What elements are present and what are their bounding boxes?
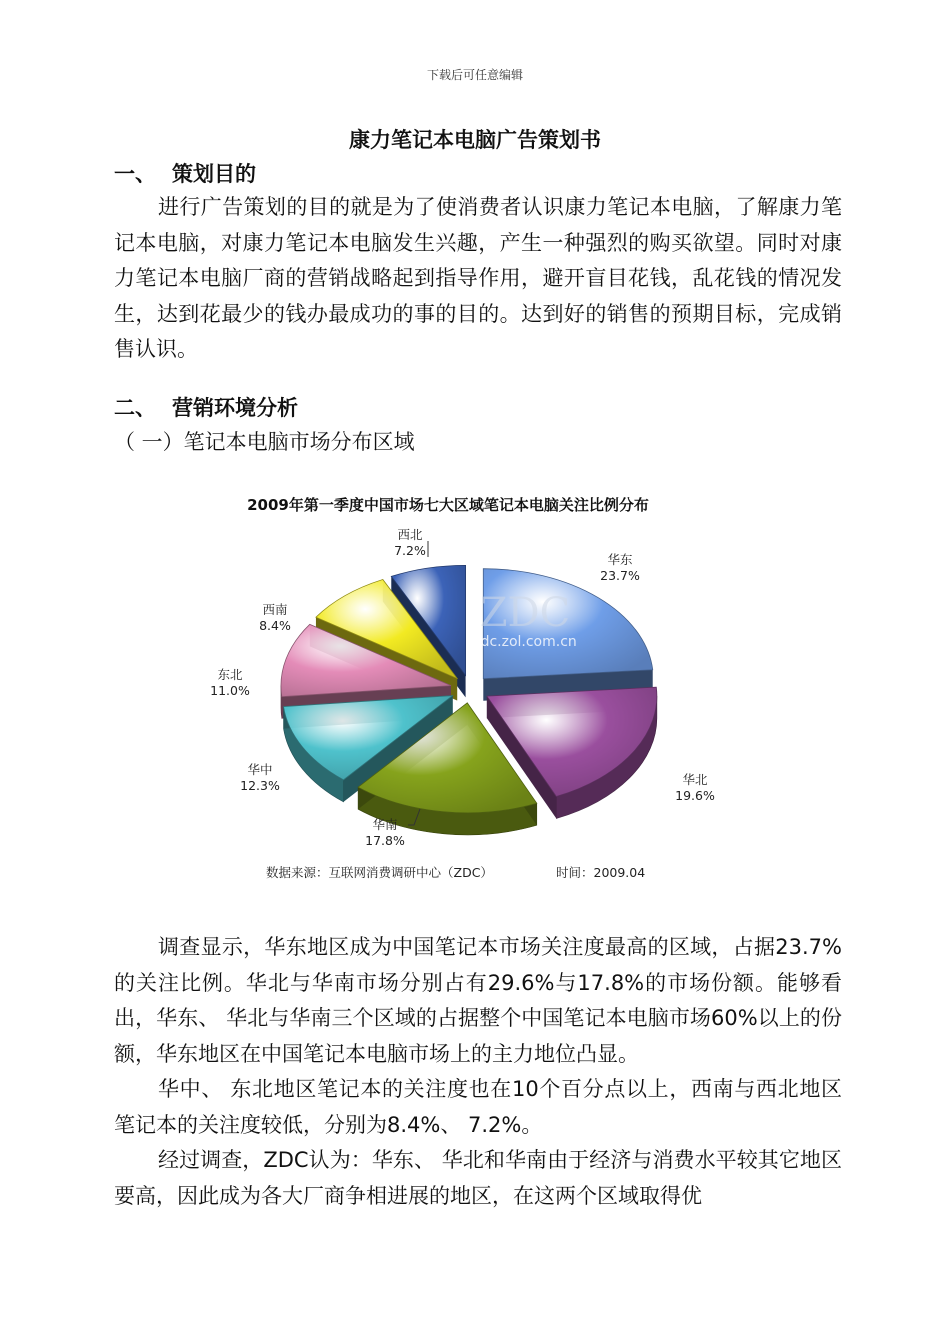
- section-number: 一、: [114, 162, 156, 186]
- slice-name-label: 华南: [372, 817, 398, 832]
- slice-name-label: 华北: [682, 772, 708, 787]
- section-label: 营销环境分析: [172, 396, 298, 420]
- slice-value-label: 12.3%: [240, 778, 280, 793]
- slice-value-label: 8.4%: [259, 618, 291, 633]
- slice-name-label: 华东: [607, 552, 633, 567]
- pie-chart-svg: [180, 484, 780, 894]
- pie-layer: [281, 565, 657, 835]
- slice-value-label: 23.7%: [600, 568, 640, 583]
- document-title: 康力笔记本电脑广告策划书: [349, 128, 601, 152]
- section-label: 策划目的: [172, 162, 256, 186]
- pie-chart: [180, 484, 780, 894]
- paragraph-text: 调查显示，华东地区成为中国笔记本市场关注度最高的区域，占据23.7%的关注比例。华北与华南市场分别占有29.6%与17.8%的市场份额。能够看出，华东、 华北与华南三个区域的占据整个中国笔记本电脑市场60%以上的份额，华东地区在中国笔记本电脑市场上的主力地位凸显。: [114, 935, 842, 1066]
- chart-title: 2009年第一季度中国市场七大区域笔记本电脑关注比例分布: [247, 496, 649, 514]
- slice-value-label: 11.0%: [210, 683, 250, 698]
- paragraph-text: 华中、 东北地区笔记本的关注度也在10个百分点以上，西南与西北地区笔记本的关注度较低，分别为8.4%、 7.2%。: [114, 1077, 842, 1137]
- page-header: 下载后可任意编辑: [426, 68, 523, 82]
- paragraph-purpose: [114, 190, 842, 368]
- slice-value-label: 7.2%: [394, 543, 426, 558]
- chart-time: 时间：2009.04: [556, 865, 646, 880]
- section-heading-1: [114, 158, 256, 188]
- slice-name-label: 西北: [397, 527, 423, 542]
- paragraph-text: 经过调查，ZDC认为：华东、 华北和华南由于经济与消费水平较其它地区要高，因此成为各大厂商争相进展的地区，在这两个区域取得优: [114, 1148, 842, 1208]
- section-number: 二、: [114, 396, 156, 420]
- slice-name-label: 东北: [217, 667, 243, 682]
- subsection-heading: （ 一）笔记本电脑市场分布区域: [114, 430, 415, 454]
- slice-name-label: 西南: [262, 602, 288, 617]
- watermark-url: zdc.zol.com.cn: [473, 634, 577, 650]
- watermark-logo: ZDC: [479, 590, 571, 636]
- paragraph-text: 进行广告策划的目的就是为了使消费者认识康力笔记本电脑，了解康力笔记本电脑，对康力笔记本电脑发生兴趣，产生一种强烈的购买欲望。同时对康力笔记本电脑厂商的营销战略起到指导作用，避开盲目花钱，乱花钱的情况发生，达到花最少的钱办最成功的事的目的。达到好的销售的预期目标，完成销售认识。: [114, 195, 842, 361]
- slice-name-label: 华中: [247, 762, 273, 777]
- slice-value-label: 17.8%: [365, 833, 405, 848]
- chart-source: 数据来源：互联网消费调研中心（ZDC）: [266, 865, 493, 880]
- paragraph-analysis: [114, 930, 842, 1214]
- slice-value-label: 19.6%: [675, 788, 715, 803]
- section-heading-2: [114, 392, 298, 422]
